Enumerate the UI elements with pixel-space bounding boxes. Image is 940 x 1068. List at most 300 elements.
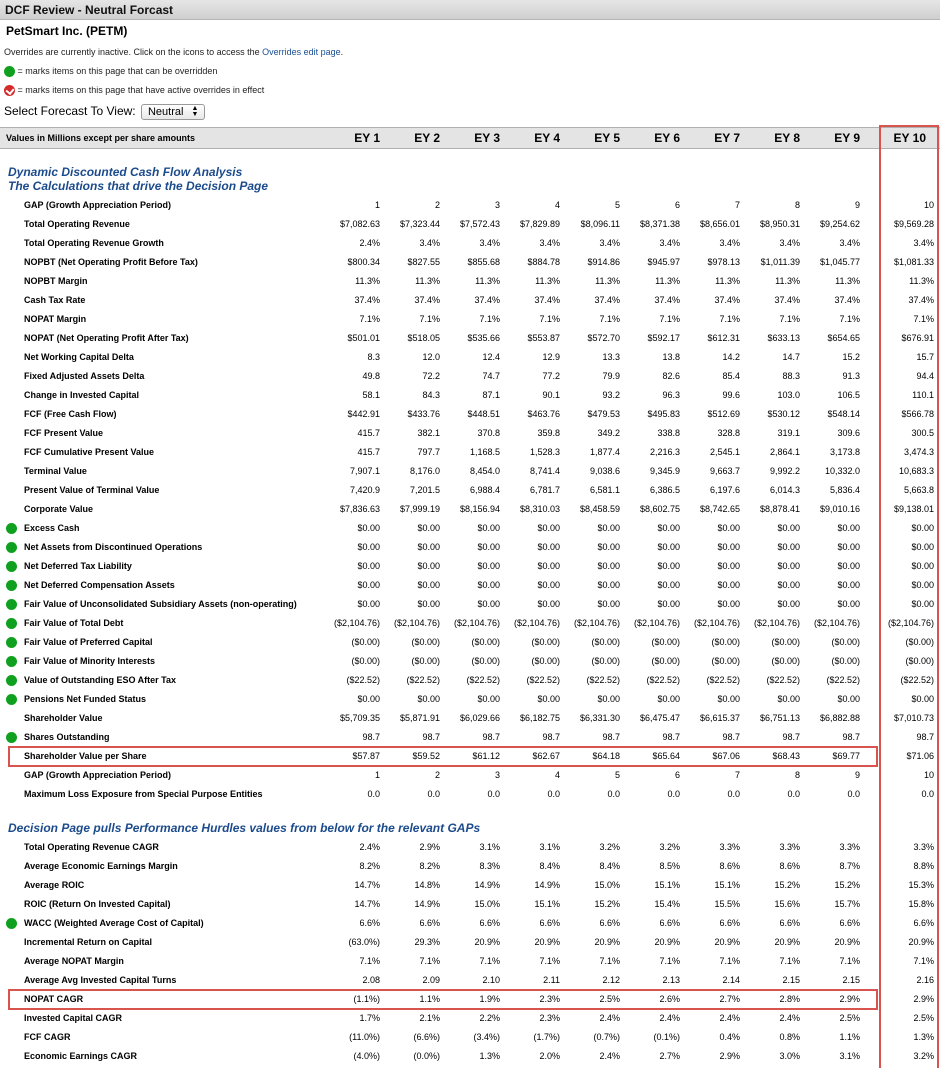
cell-ey4: 12.9: [542, 352, 560, 362]
cell-ey10: 20.9%: [908, 937, 934, 947]
cell-ey6: ($0.00): [651, 637, 680, 647]
cell-ey10: 6.6%: [913, 918, 934, 928]
cell-ey8: 2.8%: [779, 994, 800, 1004]
cell-ey5: $64.18: [592, 751, 620, 761]
cell-ey1: $0.00: [357, 599, 380, 609]
override-dot-icon[interactable]: [6, 580, 17, 591]
cell-ey10: $1,081.33: [893, 257, 934, 267]
cell-ey2: $7,999.19: [399, 504, 440, 514]
table-row: [0, 785, 940, 804]
cell-ey4: 2.3%: [539, 994, 560, 1004]
cell-ey8: 319.1: [777, 428, 800, 438]
cell-ey1: 0.0: [367, 789, 380, 799]
cell-ey8: 3.0%: [779, 1051, 800, 1061]
red-check-icon: [4, 85, 15, 96]
cell-ey8: $633.13: [767, 333, 800, 343]
cell-ey5: 79.9: [602, 371, 620, 381]
cell-ey8: 2,864.1: [769, 447, 800, 457]
override-dot-icon[interactable]: [6, 918, 17, 929]
cell-ey5: 2.5%: [599, 994, 620, 1004]
cell-ey8: $8,878.41: [759, 504, 800, 514]
cell-ey5: 5: [614, 770, 620, 780]
table-row: [0, 747, 940, 766]
section1-title: [8, 165, 268, 193]
cell-ey8: $0.00: [777, 599, 800, 609]
cell-ey7: $512.69: [707, 409, 740, 419]
cell-ey4: 4: [554, 200, 560, 210]
legend-green: [4, 66, 217, 77]
cell-ey7: 2.9%: [719, 1051, 740, 1061]
cell-ey7: 14.2: [722, 352, 740, 362]
cell-ey5: 7.1%: [599, 314, 620, 324]
cell-ey9: 11.3%: [835, 276, 860, 286]
cell-ey4: ($22.52): [526, 675, 560, 685]
cell-ey4: 7.1%: [539, 956, 560, 966]
cell-ey6: ($2,104.76): [633, 618, 680, 628]
cell-ey5: 11.3%: [595, 276, 620, 286]
row-label: Incremental Return on Capital: [24, 937, 153, 947]
row-label: Average NOPAT Margin: [24, 956, 124, 966]
cell-ey2: 3.4%: [419, 238, 440, 248]
table-row: [0, 348, 940, 367]
year-header-5: EY 5: [594, 131, 620, 145]
cell-ey7: 7: [734, 200, 740, 210]
cell-ey1: $7,836.63: [339, 504, 380, 514]
cell-ey3: 3: [494, 770, 500, 780]
cell-ey6: $65.64: [652, 751, 680, 761]
cell-ey9: 7.1%: [839, 956, 860, 966]
cell-ey8: 6.6%: [779, 918, 800, 928]
table-row: [0, 671, 940, 690]
cell-ey3: 1.9%: [479, 994, 500, 1004]
cell-ey10: ($22.52): [900, 675, 934, 685]
cell-ey5: 2.4%: [599, 1051, 620, 1061]
override-dot-icon[interactable]: [6, 656, 17, 667]
override-dot-icon[interactable]: [6, 523, 17, 534]
cell-ey3: $61.12: [472, 751, 500, 761]
row-label: Fair Value of Minority Interests: [24, 656, 156, 666]
cell-ey2: 2: [434, 200, 440, 210]
cell-ey4: $0.00: [537, 694, 560, 704]
cell-ey3: $0.00: [477, 542, 500, 552]
cell-ey3: $0.00: [477, 599, 500, 609]
cell-ey10: 15.7: [916, 352, 934, 362]
row-label: Shareholder Value per Share: [24, 751, 147, 761]
cell-ey4: 37.4%: [534, 295, 560, 305]
cell-ey1: 11.3%: [355, 276, 380, 286]
cell-ey1: $0.00: [357, 694, 380, 704]
cell-ey8: $6,751.13: [759, 713, 800, 723]
override-dot-icon[interactable]: [6, 637, 17, 648]
cell-ey7: $978.13: [707, 257, 740, 267]
row-label: Total Operating Revenue Growth: [24, 238, 164, 248]
cell-ey9: 8.7%: [839, 861, 860, 871]
cell-ey3: $0.00: [477, 580, 500, 590]
table-row: [0, 386, 940, 405]
cell-ey6: 37.4%: [654, 295, 680, 305]
row-label: NOPAT CAGR: [24, 994, 84, 1004]
cell-ey2: $0.00: [417, 599, 440, 609]
green-dot-icon: [4, 66, 15, 77]
cell-ey5: $0.00: [597, 694, 620, 704]
cell-ey10: 11.3%: [909, 276, 934, 286]
cell-ey7: 20.9%: [714, 937, 740, 947]
cell-ey2: 14.9%: [414, 899, 440, 909]
cell-ey3: $7,572.43: [459, 219, 500, 229]
cell-ey8: 88.3: [782, 371, 800, 381]
cell-ey10: $0.00: [911, 580, 934, 590]
cell-ey2: 29.3%: [414, 937, 440, 947]
cell-ey3: $535.66: [467, 333, 500, 343]
table-row: [0, 253, 940, 272]
cell-ey3: 3.4%: [479, 238, 500, 248]
cell-ey7: 15.5%: [714, 899, 740, 909]
cell-ey7: 2.7%: [719, 994, 740, 1004]
table-row: [0, 215, 940, 234]
cell-ey4: 11.3%: [535, 276, 560, 286]
table-row: [0, 367, 940, 386]
override-dot-icon[interactable]: [6, 561, 17, 572]
section1-title-line1: Dynamic Discounted Cash Flow Analysis: [8, 165, 243, 179]
cell-ey2: $827.55: [407, 257, 440, 267]
cell-ey5: ($0.00): [591, 637, 620, 647]
cell-ey6: 2.4%: [659, 1013, 680, 1023]
cell-ey4: 4: [554, 770, 560, 780]
row-label: NOPBT Margin: [24, 276, 88, 286]
overrides-edit-link[interactable]: Overrides edit page: [262, 47, 341, 57]
row-label: Cash Tax Rate: [24, 295, 86, 305]
cell-ey6: 2,216.3: [649, 447, 680, 457]
cell-ey6: 2.13: [662, 975, 680, 985]
cell-ey10: $9,138.01: [893, 504, 934, 514]
row-label: Corporate Value: [24, 504, 94, 514]
cell-ey3: ($0.00): [471, 637, 500, 647]
cell-ey3: 370.8: [477, 428, 500, 438]
cell-ey4: 3.4%: [539, 238, 560, 248]
cell-ey4: 8,741.4: [529, 466, 560, 476]
row-label: NOPAT (Net Operating Profit After Tax): [24, 333, 189, 343]
table-row: [0, 234, 940, 253]
cell-ey3: 8.3%: [479, 861, 500, 871]
cell-ey7: 2.14: [722, 975, 740, 985]
cell-ey3: 2.10: [482, 975, 500, 985]
table-row: [0, 690, 940, 709]
table-row: [0, 557, 940, 576]
cell-ey1: 6.6%: [359, 918, 380, 928]
cell-ey10: 300.5: [911, 428, 934, 438]
row-label: Net Deferred Tax Liability: [24, 561, 132, 571]
table-row: [0, 766, 940, 785]
year-header-7: EY 7: [714, 131, 740, 145]
override-dot-icon[interactable]: [6, 542, 17, 553]
cell-ey7: 98.7: [722, 732, 740, 742]
cell-ey7: 2.4%: [719, 1013, 740, 1023]
cell-ey6: 82.6: [662, 371, 680, 381]
cell-ey2: $0.00: [417, 523, 440, 533]
cell-ey1: 37.4%: [354, 295, 380, 305]
table-row: [0, 914, 940, 933]
cell-ey6: $495.83: [647, 409, 680, 419]
row-label: Invested Capital CAGR: [24, 1013, 123, 1023]
cell-ey8: $68.43: [772, 751, 800, 761]
table-row: [0, 838, 940, 857]
cell-ey1: $0.00: [357, 523, 380, 533]
legend-green-text: = marks items on this page that can be overridden: [17, 66, 218, 76]
cell-ey5: $8,458.59: [579, 504, 620, 514]
cell-ey4: $6,182.75: [519, 713, 560, 723]
cell-ey6: 6: [674, 770, 680, 780]
cell-ey1: 14.7%: [354, 899, 380, 909]
cell-ey2: (6.6%): [413, 1032, 440, 1042]
table-row: [0, 857, 940, 876]
cell-ey5: 93.2: [602, 390, 620, 400]
cell-ey5: 3.4%: [599, 238, 620, 248]
cell-ey1: 7,420.9: [349, 485, 380, 495]
cell-ey1: 7,907.1: [349, 466, 380, 476]
cell-ey1: 1: [374, 200, 380, 210]
cell-ey1: 98.7: [362, 732, 380, 742]
cell-ey4: (1.7%): [533, 1032, 560, 1042]
cell-ey1: 8.2%: [359, 861, 380, 871]
cell-ey4: 6,781.7: [529, 485, 560, 495]
cell-ey4: 2.0%: [539, 1051, 560, 1061]
cell-ey5: $6,331.30: [579, 713, 620, 723]
cell-ey10: 5,663.8: [903, 485, 934, 495]
cell-ey5: $572.70: [587, 333, 620, 343]
row-label: ROIC (Return On Invested Capital): [24, 899, 171, 909]
cell-ey3: 8,454.0: [469, 466, 500, 476]
cell-ey7: $0.00: [717, 599, 740, 609]
cell-ey8: 8: [794, 200, 800, 210]
cell-ey2: 72.2: [422, 371, 440, 381]
cell-ey1: $442.91: [347, 409, 380, 419]
cell-ey10: 8.8%: [913, 861, 934, 871]
table-row: [0, 196, 940, 215]
cell-ey10: $0.00: [911, 523, 934, 533]
table-row: [0, 291, 940, 310]
cell-ey9: 3.1%: [839, 1051, 860, 1061]
cell-ey5: $479.53: [587, 409, 620, 419]
cell-ey6: 338.8: [657, 428, 680, 438]
cell-ey7: $0.00: [717, 694, 740, 704]
cell-ey2: 2.09: [422, 975, 440, 985]
cell-ey4: 7.1%: [539, 314, 560, 324]
cell-ey10: 37.4%: [908, 295, 934, 305]
cell-ey9: 15.2: [842, 352, 860, 362]
row-label: FCF (Free Cash Flow): [24, 409, 117, 419]
cell-ey10: $71.06: [906, 751, 934, 761]
cell-ey6: 3.4%: [659, 238, 680, 248]
cell-ey4: $0.00: [537, 599, 560, 609]
cell-ey7: $8,742.65: [699, 504, 740, 514]
row-label: Total Operating Revenue: [24, 219, 130, 229]
cell-ey3: 15.0%: [474, 899, 500, 909]
cell-ey7: 7.1%: [719, 314, 740, 324]
cell-ey2: 6.6%: [419, 918, 440, 928]
cell-ey7: 7.1%: [719, 956, 740, 966]
cell-ey3: $448.51: [467, 409, 500, 419]
cell-ey5: $0.00: [597, 542, 620, 552]
cell-ey10: 3.4%: [913, 238, 934, 248]
cell-ey5: 1,877.4: [589, 447, 620, 457]
row-label: Average Avg Invested Capital Turns: [24, 975, 177, 985]
table-row: [0, 310, 940, 329]
cell-ey9: $0.00: [837, 599, 860, 609]
cell-ey2: 382.1: [417, 428, 440, 438]
cell-ey10: $0.00: [911, 542, 934, 552]
cell-ey7: 15.1%: [714, 880, 740, 890]
cell-ey7: ($0.00): [711, 637, 740, 647]
row-label: Pensions Net Funded Status: [24, 694, 147, 704]
cell-ey8: ($22.52): [766, 675, 800, 685]
cell-ey10: 10: [923, 200, 934, 210]
cell-ey9: 3,173.8: [829, 447, 860, 457]
cell-ey3: 3.1%: [479, 842, 500, 852]
cell-ey1: (4.0%): [353, 1051, 380, 1061]
cell-ey3: ($22.52): [466, 675, 500, 685]
table-row: [0, 614, 940, 633]
row-label: Net Deferred Compensation Assets: [24, 580, 175, 590]
cell-ey1: 1.7%: [359, 1013, 380, 1023]
year-header-8: EY 8: [774, 131, 800, 145]
cell-ey9: $6,882.88: [819, 713, 860, 723]
cell-ey3: 12.4: [482, 352, 500, 362]
cell-ey10: 15.3%: [908, 880, 934, 890]
cell-ey8: 11.3%: [775, 276, 800, 286]
cell-ey5: 2.4%: [599, 1013, 620, 1023]
cell-ey2: 7,201.5: [409, 485, 440, 495]
cell-ey5: 5: [614, 200, 620, 210]
cell-ey2: $0.00: [417, 542, 440, 552]
table-row: [0, 633, 940, 652]
table-row: [0, 1028, 940, 1047]
cell-ey6: $0.00: [657, 599, 680, 609]
year-header-9: EY 9: [834, 131, 860, 145]
cell-ey5: 20.9%: [594, 937, 620, 947]
cell-ey7: $67.06: [712, 751, 740, 761]
row-label: NOPBT (Net Operating Profit Before Tax): [24, 257, 198, 267]
table-row: [0, 595, 940, 614]
cell-ey8: $0.00: [777, 561, 800, 571]
cell-ey9: 0.0: [847, 789, 860, 799]
cell-ey9: 7.1%: [839, 314, 860, 324]
cell-ey10: 110.1: [912, 390, 934, 400]
cell-ey8: $530.12: [767, 409, 800, 419]
cell-ey9: 9: [854, 770, 860, 780]
cell-ey3: 6,988.4: [469, 485, 500, 495]
cell-ey9: 6.6%: [839, 918, 860, 928]
cell-ey9: $9,010.16: [819, 504, 860, 514]
section1-title-line2: The Calculations that drive the Decision Page: [8, 179, 269, 193]
cell-ey4: 14.9%: [534, 880, 560, 890]
row-label: GAP (Growth Appreciation Period): [24, 770, 172, 780]
cell-ey9: 5,836.4: [829, 485, 860, 495]
cell-ey10: 7.1%: [913, 956, 934, 966]
cell-ey3: $855.68: [467, 257, 500, 267]
cell-ey4: 359.8: [537, 428, 560, 438]
cell-ey4: 90.1: [542, 390, 560, 400]
cell-ey6: $0.00: [657, 561, 680, 571]
cell-ey7: $6,615.37: [699, 713, 740, 723]
cell-ey6: ($0.00): [651, 656, 680, 666]
cell-ey8: $0.00: [777, 580, 800, 590]
cell-ey5: 0.0: [607, 789, 620, 799]
year-header-2: EY 2: [414, 131, 440, 145]
cell-ey7: 328.8: [717, 428, 740, 438]
overrides-notice-text: Overrides are currently inactive. Click on the icons to access the: [4, 47, 263, 57]
cell-ey3: 11.3%: [475, 276, 500, 286]
override-dot-icon[interactable]: [6, 675, 17, 686]
cell-ey1: 415.7: [357, 447, 380, 457]
cell-ey10: ($0.00): [905, 656, 934, 666]
cell-ey5: 15.0%: [594, 880, 620, 890]
table-row: [0, 272, 940, 291]
cell-ey7: 0.0: [727, 789, 740, 799]
table-row: [0, 576, 940, 595]
cell-ey1: $7,082.63: [339, 219, 380, 229]
cell-ey8: 3.3%: [779, 842, 800, 852]
cell-ey8: 15.2%: [774, 880, 800, 890]
cell-ey2: 8,176.0: [409, 466, 440, 476]
year-header-3: EY 3: [474, 131, 500, 145]
cell-ey4: 8.4%: [539, 861, 560, 871]
cell-ey7: ($2,104.76): [693, 618, 740, 628]
cell-ey3: $8,156.94: [459, 504, 500, 514]
cell-ey4: $0.00: [537, 542, 560, 552]
cell-ey7: $0.00: [717, 542, 740, 552]
cell-ey3: $0.00: [477, 523, 500, 533]
cell-ey7: $0.00: [717, 580, 740, 590]
cell-ey7: ($0.00): [711, 656, 740, 666]
cell-ey5: 6.6%: [599, 918, 620, 928]
cell-ey1: $0.00: [357, 561, 380, 571]
cell-ey1: (11.0%): [349, 1032, 380, 1042]
forecast-select[interactable]: [141, 104, 205, 120]
cell-ey2: (0.0%): [413, 1051, 440, 1061]
cell-ey9: 91.3: [842, 371, 860, 381]
override-dot-icon[interactable]: [6, 599, 17, 610]
cell-ey9: 15.7%: [834, 899, 860, 909]
cell-ey6: (0.1%): [653, 1032, 680, 1042]
cell-ey2: ($0.00): [411, 637, 440, 647]
cell-ey10: 0.0: [921, 789, 934, 799]
cell-ey3: $6,029.66: [459, 713, 500, 723]
cell-ey4: 1,528.3: [529, 447, 560, 457]
legend-red-text: = marks items on this page that have active overrides in effect: [17, 85, 265, 95]
cell-ey9: $0.00: [837, 523, 860, 533]
cell-ey3: 1.3%: [479, 1051, 500, 1061]
cell-ey6: 6.6%: [659, 918, 680, 928]
cell-ey8: 2.4%: [779, 1013, 800, 1023]
override-dot-icon[interactable]: [6, 694, 17, 705]
cell-ey10: 3.3%: [913, 842, 934, 852]
row-label: GAP (Growth Appreciation Period): [24, 200, 172, 210]
cell-ey8: 103.0: [777, 390, 800, 400]
row-label: WACC (Weighted Average Cost of Capital): [24, 918, 204, 928]
row-label: Fair Value of Preferred Capital: [24, 637, 153, 647]
override-dot-icon[interactable]: [6, 732, 17, 743]
cell-ey1: 2.4%: [359, 842, 380, 852]
cell-ey9: ($2,104.76): [813, 618, 860, 628]
cell-ey8: 0.8%: [779, 1032, 800, 1042]
overrides-period: .: [340, 47, 344, 57]
cell-ey2: $433.76: [407, 409, 440, 419]
forecast-selector-label: Select Forecast To View:: [4, 104, 136, 119]
override-dot-icon[interactable]: [6, 618, 17, 629]
cell-ey5: $0.00: [597, 580, 620, 590]
cell-ey10: $7,010.73: [893, 713, 934, 723]
cell-ey1: (63.0%): [348, 937, 380, 947]
